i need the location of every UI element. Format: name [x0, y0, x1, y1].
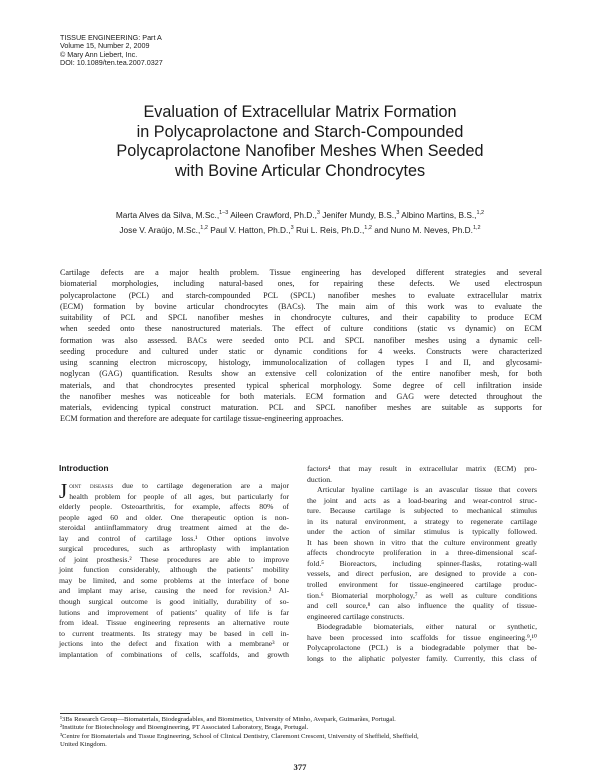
body-line: vessels, and direct perfusion, are designed to provide a con- [307, 569, 537, 579]
author-name: Paul V. Hatton, Ph.D., [210, 225, 291, 235]
body-line [59, 481, 289, 492]
title-line: Polycaprolactone Nanofiber Meshes When Seeded [116, 142, 484, 160]
body-line: It has been shown in vitro that the culture environment greatly [307, 537, 537, 547]
abstract-line: formation was also assessed. BACs were seeded onto PCL and SPCL nanofiber meshes using a dynamic cell- [60, 335, 542, 345]
body-line: people aged 60 and older. One therapeutic option is non- [59, 512, 289, 522]
abstract-line: biomaterial morphologies, including natural-based ones, for repairing these defects. We used electrospun [60, 279, 542, 289]
journal-name: TISSUE ENGINEERING: Part A [60, 33, 162, 42]
body-line: though surgical outcome is good initially, durability of so- [59, 597, 289, 607]
author-list [60, 208, 540, 238]
footnote: ³Centre for Biomaterials and Tissue Engineering, School of Clinical Dentistry, Claremont Crescent, University of Sheffield, Sheffield, [60, 732, 419, 740]
author-affiliation: 1,2 [472, 225, 481, 232]
body-line: tion.⁶ Biomaterial morphology,⁷ as well as culture conditions [307, 590, 537, 600]
body-line: under the action of similar stimulus is typically followed. [307, 527, 537, 537]
body-line: jections into the defect and fixation with a membrane³ or [59, 639, 289, 649]
body-line: engineered cartilage constructs. [307, 611, 405, 621]
author-name: Marta Alves da Silva, M.Sc., [115, 210, 220, 220]
abstract-line: Cartilage defects are a major health problem. Tissue engineering has developed different strategies and several [60, 268, 542, 277]
abstract-line: when seeded onto these nanostructured materials. The effect of culture conditions (static vs dynamic) on ECM [60, 324, 542, 334]
author-name: Aileen Crawford, Ph.D., [230, 210, 317, 220]
left-column [59, 481, 289, 660]
author-affiliation: 1,2 [200, 225, 208, 232]
body-line: the joint and acts as a load-bearing and wear-control struc- [307, 495, 537, 505]
dropcap-letter: J [59, 479, 68, 503]
footnote-divider [60, 713, 190, 714]
abstract-line: (ECM) formation by bovine articular chondrocytes (BACs). The main aim of this work was to evaluate the [60, 301, 542, 311]
right-column [307, 464, 537, 664]
footnote: ²Institute for Biotechnology and Bioengineering, PT Associated Laboratory, Braga, Portugal. [60, 724, 309, 732]
article-title [60, 103, 540, 181]
body-line: and implant may arise, causing the need for revision.² Al- [59, 586, 289, 596]
body-line: health problem for people of all ages, but particularly for [69, 491, 289, 501]
body-line: elderly people. Osteoarthritis, for example, affects 80% of [59, 502, 289, 512]
author-affiliation: 3 [316, 210, 320, 217]
journal-doi: DOI: 10.1089/ten.tea.2007.0327 [60, 58, 163, 68]
body-line: lutions and improvement of patients’ quality of life is far [59, 607, 289, 617]
body-line: fold.⁵ Bioreactors, including spinner-flasks, rotating-wall [307, 558, 537, 568]
smallcaps-lead: oint diseases [69, 481, 114, 490]
abstract-line: ECM formation and therefore are adequate for cartilage tissue-engineering approaches. [60, 414, 344, 424]
body-line-text: due to cartilage degeneration are a major [113, 481, 290, 490]
body-line: to current treatments. Its strategy may be based in cell in- [59, 628, 289, 638]
footnote: United Kingdom. [60, 741, 107, 749]
body-line: Polycaprolactone (PCL) is a biodegradable polymer that be- [307, 643, 537, 653]
abstract-line: using scanning electron microscopy, histology, immunolocalization of collagen types I and II, and glycosami- [60, 358, 542, 367]
author-name: Rui L. Reis, Ph.D., [296, 225, 365, 235]
body-line: from ideal. Tissue engineering represents an alternative route [59, 618, 289, 628]
abstract [60, 267, 542, 425]
footnote: ¹3Bs Research Group—Biomaterials, Biodegradables, and Biomimetics, University of Minho, Avepark, Guimarães, Portugal. [60, 716, 396, 723]
journal-copyright: © Mary Ann Liebert, Inc. [60, 49, 138, 59]
author-name: Jenifer Mundy, B.S., [322, 210, 397, 220]
author-affiliation: 1,2 [476, 210, 485, 217]
body-line: surgical procedures, such as arthroplasty with implantation [59, 544, 289, 554]
body-line: Articular hyaline cartilage is an avascular tissue that covers [317, 485, 537, 495]
section-heading-introduction: Introduction [59, 463, 109, 473]
abstract-line: noglycan (GAG) quantification. Results show an extensive cell colonization of the entire nanofiber mesh, for both [60, 369, 542, 379]
body-line: joint function considerably, although the patients’ mobility [59, 565, 289, 575]
author-line-1 [60, 208, 540, 223]
author-affiliation: 3 [396, 210, 400, 217]
author-name: and Nuno M. Neves, Ph.D. [374, 225, 473, 235]
author-name: Albino Martins, B.S., [401, 210, 477, 220]
affiliation-footnotes [60, 716, 542, 750]
author-affiliation: 1–3 [219, 210, 229, 217]
body-line: have been processed into scaffolds for tissue engineering.⁹,¹⁰ [307, 632, 537, 642]
body-line: implantation of combinations of cells, scaffolds, and growth [59, 649, 289, 659]
abstract-line: materials, evidencing typical construct maturation. PCL and SPCL nanofiber meshes are suitable as supports for [60, 403, 542, 412]
author-name: Jose V. Araújo, M.Sc., [119, 225, 201, 235]
body-line: Biodegradable biomaterials, either natural or synthetic, [317, 622, 537, 632]
title-line: Evaluation of Extracellular Matrix Formation [143, 103, 457, 121]
body-line: in its natural environment, a strategy to regenerate cartilage [307, 516, 537, 526]
abstract-line: suitability of PCL and SPCL nanofiber meshes in chondrocyte cultures, and their capability to produce ECM [60, 313, 542, 322]
author-affiliation: 3 [290, 225, 294, 232]
body-line: of joint prosthesis.² These procedures are able to improve [59, 554, 289, 564]
author-line-2 [60, 223, 540, 238]
body-line: affects chondrocyte proliferation in a three-dimensional scaf- [307, 548, 537, 558]
title-line: with Bovine Articular Chondrocytes [174, 161, 426, 180]
title-line: in Polycaprolactone and Starch-Compounded [136, 122, 464, 141]
body-line: trolled environment for tissue-engineered cartilage produc- [307, 580, 537, 590]
body-line: lay and control of cartilage loss.¹ Other options involve [59, 533, 289, 543]
body-line: ture. Because cartilage is subjected to mechanical stimulus [307, 506, 537, 516]
abstract-line: seeding procedure and cultured under static or dynamic conditions for 4 weeks. Constructs were characterized [60, 346, 542, 356]
journal-header [60, 34, 163, 68]
abstract-line: the nanofiber meshes was noticeable for both materials. ECM formation and GAG were detected throughout the [60, 391, 542, 401]
dropcap-paragraph-start [59, 481, 289, 502]
abstract-line: materials, and that chondrocytes presented typical spherical morphology. Some degree of cell infiltration inside [60, 380, 542, 390]
body-line: steroidal antiinflammatory drug treatment aimed at the de- [59, 523, 289, 533]
body-line: duction. [307, 474, 332, 484]
body-line: longs to the aliphatic polyester family. Currently, this class of [307, 653, 537, 663]
author-affiliation: 1,2 [364, 225, 372, 232]
body-line: and cell source,⁸ can also influence the quality of tissue- [307, 601, 537, 611]
body-line: may be limited, and some problems at the interface of bone [59, 575, 289, 585]
abstract-line: polycaprolactone (PCL) and starch-compounded PCL (SPCL) nanofiber meshes to evaluate extracellular matrix [60, 290, 542, 300]
page-number: 377 [293, 762, 307, 772]
journal-volume: Volume 15, Number 2, 2009 [60, 41, 150, 51]
body-line: factors⁴ that may result in extracellular matrix (ECM) pro- [307, 464, 537, 473]
